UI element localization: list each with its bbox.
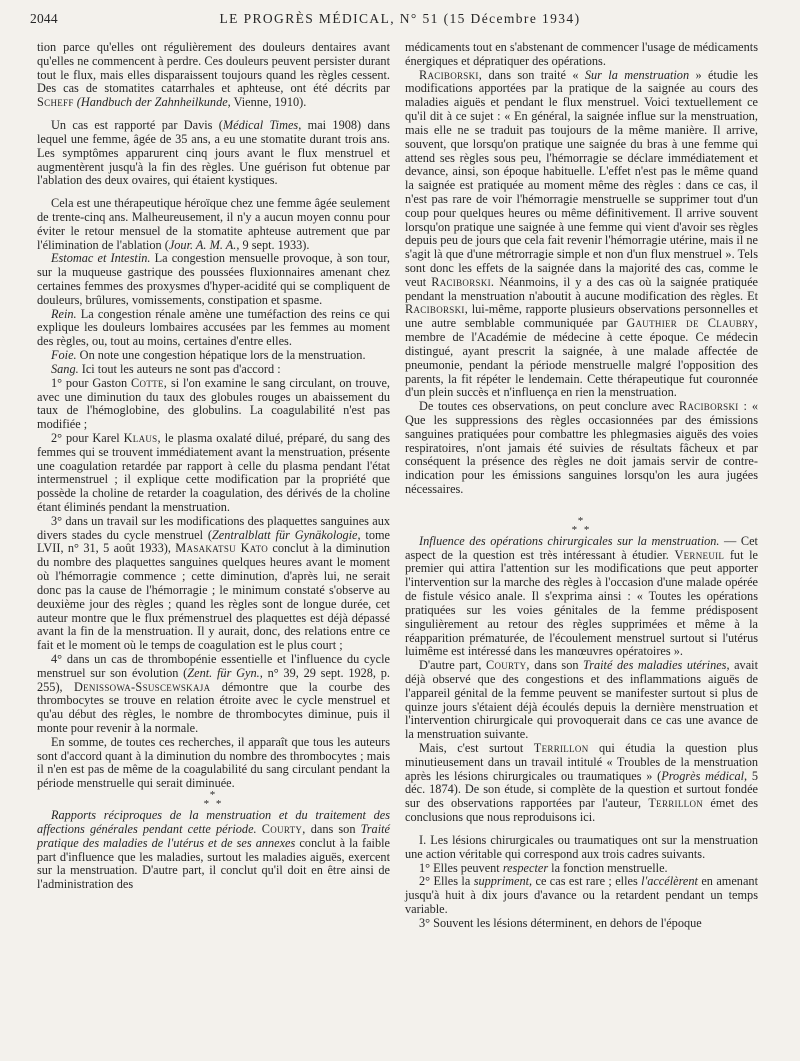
author-name: Scheff xyxy=(37,95,74,110)
section-separator: * * * xyxy=(203,789,224,811)
paragraph: Sang. Ici tout les auteurs ne sont pas d'accord : xyxy=(51,361,281,376)
author-name: Terrillon xyxy=(648,796,704,811)
section-label: Foie. xyxy=(51,348,77,363)
paragraph: Raciborski, dans son traité « Sur la menstruation » étudie les modifications apportées par la pratique de la saignée au cours des maladies aiguës et pendant le flux menstruel. Voici textuellement ce qu'il dit à ce sujet : « En général, la saignée influe sur la menstruation, mais elle ne se traduit pas toujours de la même manière. Il arrive, souvent, que lorsqu'on pratique une saignée du bras à une femme qui attend ses règles sous peu, l'hémorragie se déclare immédiatement et devance, ainsi, son époque habituelle. L'effet n'est pas le même quand la saignée est pratiquée au moment même des règles : dans ce cas, il n'est pas rare de voir l'hémorragie menstruelle se supprimer tout d'un coup pour quelques heures ou même définitivement. Il arrive souvent lorsqu'on pratique une saignée à une femme qui vient d'avoir ses règles depuis peu de jours que cela fait revenir l'hémorragie utérine, mais il ne s'agit là que d'une métrorragie simple et non d'un flux menstruel ». Tels sont donc les effets de la saignée dans la majorité des cas, comme le veut Raciborski. Néanmoins, il y a des cas où la saignée pratiquée pendant la menstruation n'aboutit à aucune modification des règles. Et Raciborski, lui-même, rapporte plusieurs observations personnelles et une autre semblable communiquée par Gauthier de Claubry, membre de l'Académie de médecine à cette époque. Ce médecin distingué, ayant prescrit la saignée, à une malade affectée de pneumonie, pendant la période menstruelle malgré l'opposition des parents, la fit répéter le lendemain. Cette thérapeutique fut couronnée d'un plein succès et n'influença en rien la menstruation. xyxy=(405,67,759,400)
section-separator: * * * xyxy=(571,514,592,536)
author-name: Courty, xyxy=(261,821,306,836)
right-column xyxy=(405,41,758,931)
reference: Zentralblatt für Gynäkologie, xyxy=(211,527,361,542)
author-name: Denissowa-Ssuscewskaja xyxy=(73,679,211,694)
reference: Traité pratique des maladies de l'utérus et de ses annexes xyxy=(37,821,390,850)
reference: Progrès médical, xyxy=(661,768,748,783)
reference: (Handbuch der Zahnheilkunde, xyxy=(76,95,231,110)
section-label: Sang. xyxy=(51,361,79,376)
section-title: Influence des opérations chirurgicales sur la menstruation. xyxy=(419,533,720,548)
author-name: Verneuil xyxy=(674,547,725,562)
emphasis: l'accélèrent xyxy=(641,874,698,889)
section-label: Estomac et Intestin. xyxy=(51,251,151,266)
page-header xyxy=(30,11,770,35)
paragraph: 1° Elles peuvent respecter la fonction menstruelle. xyxy=(419,860,668,875)
paragraph: 3° dans un travail sur les modifications des plaquettes sanguines aux divers stades du cycle menstruel (Zentralblatt für Gynäkologie, tome LVII, n° 31, 5 août 1933), Masakatsu Kato conclut à la diminution du nombre des plaquettes sanguines quelques heures avant le moment où l'hémorragie commence ; cette diminution, d'après lui, ne serait donc pas la cause de l'hémorragie ; le minimum constaté s'observe au deuxième jour des règles ; quand les règles sont de longue durée, cet auteur montre que le flux prémenstruel des plaquettes est déjà dépassé avant la fin de la menstruation. Il y aurait, donc, des relations entre ce fait et le moment où le temps de coagulation est le plus court ; xyxy=(37,513,391,653)
paragraph: médicaments tout en s'abstenant de commencer l'usage de médicaments énergiques et dépratiquer des opérations. xyxy=(405,40,758,68)
author-name: Gauthier de Claubry, xyxy=(626,316,758,331)
paragraph: 1° pour Gaston Cotte, si l'on examine le sang circulant, on trouve, avec une diminution du taux des globules rouges un abaissement du taux de l'hémoglobine, des globulins. La coagulabilité n'est pas modifiée ; xyxy=(37,375,390,432)
paragraph: tion parce qu'elles ont régulièrement des douleurs dentaires avant qu'elles ne commencent à perdre. Ces douleurs peuvent persister durant tout le flux, mais elles disparaissent toujours quand les règles cessent. Des cas de stomatites catarrhales et aphteuse, ont été décrits par Scheff (Handbuch der Zahnheilkunde, Vienne, 1910). xyxy=(37,40,390,110)
paragraph: En somme, de toutes ces recherches, il apparaît que tous les auteurs sont d'accord quant à la diminution du nombre des thrombocytes ; mais il n'en est pas de même de la coagulabilité du sang circulant pendant la période menstruelle qui serait diminuée. xyxy=(37,734,390,791)
paragraph: Foie. On note une congestion hépatique lors de la menstruation. xyxy=(51,348,366,363)
paragraph: D'autre part, Courty, dans son Traité des maladies utérines, avait déjà observé que des congestions et des inflammations aiguës de l'appareil génital de la femme peuvent se manifester surtout si plus de quinze jours s'étaient déjà écoulés depuis la dernière menstruation et l'intervention chirurgicale qui provoquerait dans ce cas une avance de la menstruation suivante. xyxy=(405,658,758,742)
paragraph: Rapports réciproques de la menstruation et du traitement des affections générales pendant cette période. Courty, dans son Traité pratique des maladies de l'utérus et de ses annexes conclut à la faible part d'influence que les maladies, surtout les maladies aiguës, exercent sur la menstruation. D'autre part, il conclut qu'il doit en être ainsi de l'administration des xyxy=(37,808,390,892)
paragraph: Influence des opérations chirurgicales sur la menstruation. — Cet aspect de la question est très intéressant à étudier. Verneuil fut le premier qui attira l'attention sur les modifications que peut apporter l'intervention sur la marche des règles à l'occasion d'une malade opérée de fistule vésico anale. Il s'exprima ainsi : « Toutes les opérations pratiquées sur les voies génitales de la femme prédisposent singulièrement au retour des règles supprimées et même à la réapparition prématurée, de l'écoulement menstruel surtout si l'utérus luimême est intéressé dans les manœuvres opératoires ». xyxy=(405,533,758,659)
left-column xyxy=(37,41,390,892)
author-name: Raciborski : xyxy=(678,399,748,414)
author-name: Terrillon xyxy=(533,741,589,755)
author-name: Cotte, xyxy=(131,375,168,390)
author-name: Klaus, xyxy=(123,430,161,445)
paragraph: Mais, c'est surtout Terrillon qui étudia la question plus minutieusement dans un travail intitulé « Troubles de la menstruation après les lésions chirurgicales ou traumatiques » (Progrès médical, 5 déc. 1874). De son étude, si complète de la question et surtout fondée sur des observations rapportées par l'auteur, Terrillon émet des conclusions que nous reproduisons ici. xyxy=(405,741,758,825)
author-name: Courty, xyxy=(485,658,530,673)
author-name: Raciborski, xyxy=(405,302,469,317)
reference: Traité des maladies utérines, xyxy=(583,658,730,673)
running-title: LE PROGRÈS MÉDICAL, N° 51 (15 Décembre 1934) xyxy=(219,11,581,26)
emphasis: suppriment, xyxy=(473,874,533,889)
paragraph: Estomac et Intestin. La congestion mensuelle provoque, à son tour, sur la muqueuse gastrique des poussées fluxionnaires amenant chez certaines femmes des proxysmes d'hyper-acidité qui se compliquent de douleurs, brûlures, vomissements, constipation et spasme. xyxy=(37,251,390,307)
author-name: Raciborski, xyxy=(419,67,483,82)
paragraph: 4° dans un cas de thrombopénie essentielle et l'influence du cycle menstruel sur son évolution (Zent. für Gyn., n° 39, 29 sept. 1928, p. 255), Denissowa-Ssuscewskaja démontre que la courbe des thrombocytes se trouve en relation étroite avec le cycle menstruel et qu'au début des règles, le nombre de thrombocytes diminue, puis il monte pour revenir à la normale. xyxy=(37,651,391,735)
author-name: Raciborski. xyxy=(431,274,495,289)
paragraph: I. Les lésions chirurgicales ou traumatiques ont sur la menstruation une action véritable qui correspond aux trois cadres suivants. xyxy=(405,832,758,861)
reference: Sur la menstruation xyxy=(584,67,690,82)
paragraph: 2° pour Karel Klaus, le plasma oxalaté dilué, préparé, du sang des femmes qui se trouvent immédiatement avant la menstruation, présente une coagulation retardée par rapport à celle du plasma pendant l'état intermenstruel ; il explique cette modification par la propriété que possède la choline de retarder la coagulation, des dérivés de la choline étant éliminés pendant la menstruation. xyxy=(37,430,390,514)
page-number: 2044 xyxy=(30,11,58,26)
paragraph: De toutes ces observations, on peut conclure avec Raciborski : « Que les suppressions des règles occasionnées par des émissions sanguines pratiquées pour combattre les phlegmasies aiguës des voies respiratoires, n'ont jamais été suivies de résultats fâcheux et par conséquent la présence des règles ne doit jamais servir de contre-indication pour les émissions sanguines lorsqu'on les aura jugées nécessaires. xyxy=(405,399,758,496)
paragraph: 2° Elles la suppriment, ce cas est rare ; elles l'accélèrent en amenant jusqu'à huit à dix jours d'avance ou la retardent pendant un temps variable. xyxy=(405,874,758,916)
section-title: Rapports réciproques de la menstruation et du traitement des affections générales pendant cette période. xyxy=(37,808,390,836)
author-name: Masakatsu Kato xyxy=(175,541,269,556)
reference: Médical Times, xyxy=(222,118,302,133)
reference: Jour. A. M. A., xyxy=(168,237,240,252)
section-label: Rein. xyxy=(51,306,77,321)
paragraph: Cela est une thérapeutique héroïque chez une femme âgée seulement de trente-cinq ans. Malheureusement, il n'y a aucun moyen connu pour éviter le retour mensuel de la stomatite aphteuse autrement que par l'élimination de l'ablation (Jour. A. M. A., 9 sept. 1933). xyxy=(37,196,390,252)
emphasis: respecter xyxy=(502,860,549,875)
paragraph: Un cas est rapporté par Davis (Médical Times, mai 1908) dans lequel une femme, âgée de 35 ans, a eu une stomatite durant trois ans. Les symptômes apparurent cinq jours avant le flux menstruel et augmentèrent jusqu'à la fin des règles. Une guérison fut obtenue par l'ablation des deux ovaires, qui étaient kystiques. xyxy=(37,118,390,188)
paragraph: Rein. La congestion rénale amène une tuméfaction des reins ce qui explique les douleurs lombaires accusées par les femmes au moment des règles, ou, tout au moins, certaines d'entre elles. xyxy=(37,306,390,349)
reference: Zent. für Gyn., xyxy=(187,665,263,680)
paragraph: 3° Souvent les lésions déterminent, en dehors de l'époque xyxy=(419,915,702,930)
